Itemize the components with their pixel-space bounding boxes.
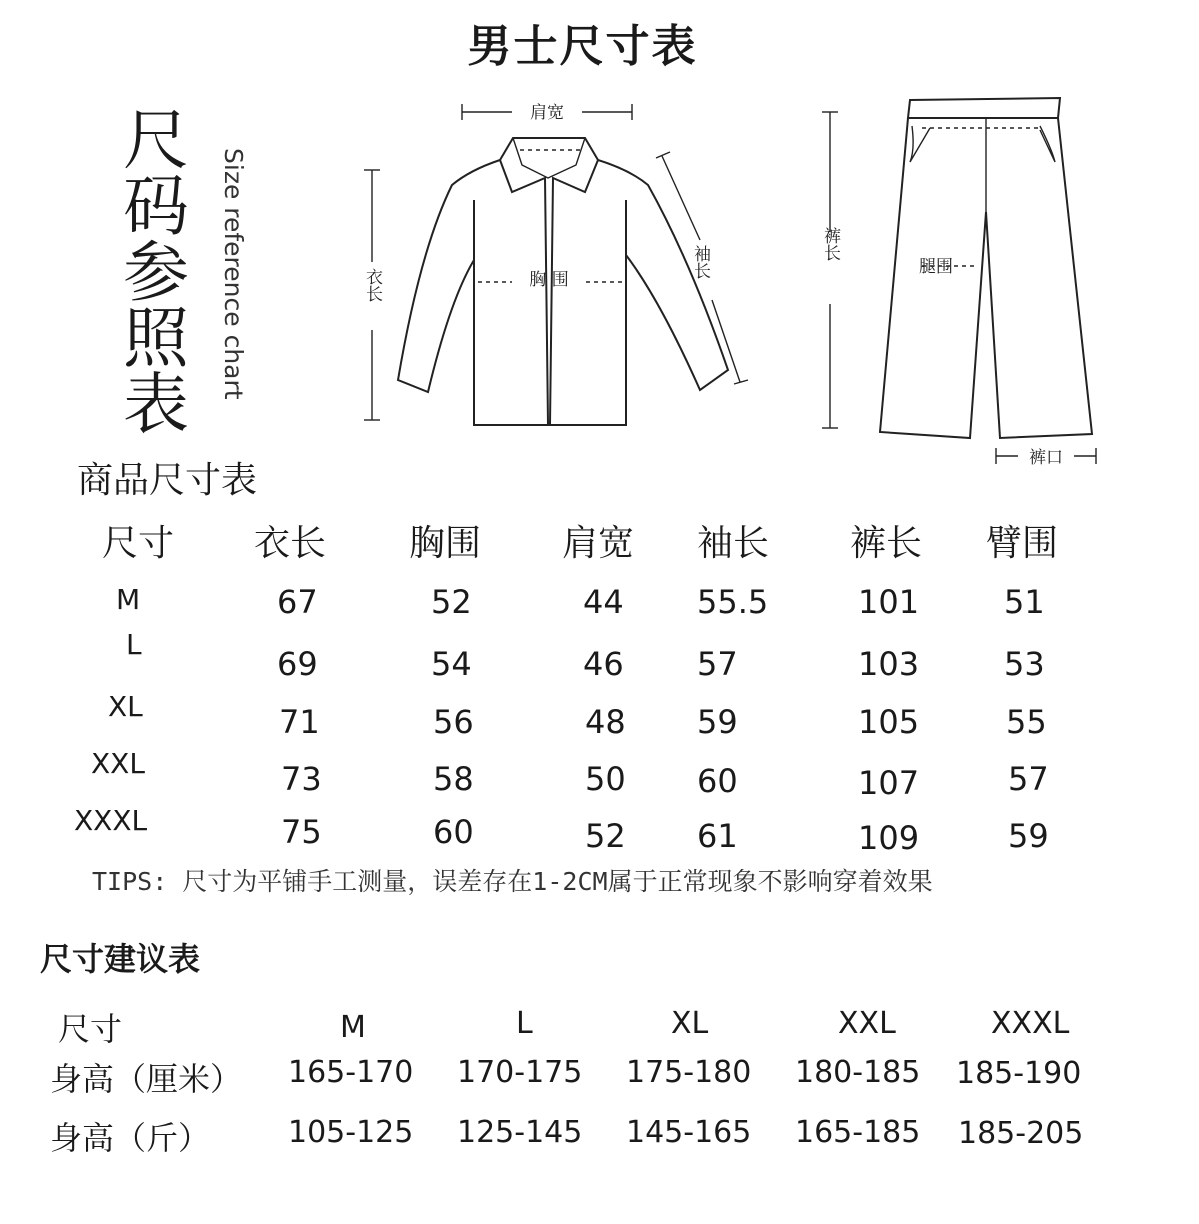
rec-cell: 105-125: [288, 1115, 414, 1150]
rec-cell: 180-185: [795, 1055, 921, 1090]
table-cell: 57: [1008, 760, 1049, 798]
table-cell: 73: [281, 760, 322, 798]
table-cell: 55: [1006, 703, 1047, 741]
table-cell: 50: [585, 760, 626, 798]
size-cell: L: [126, 628, 142, 661]
col-header-pants-length: 裤长: [850, 523, 923, 564]
table-cell: 101: [858, 583, 920, 621]
col-header-arm: 臂围: [986, 523, 1059, 564]
rec-size-header: XXXL: [991, 1006, 1070, 1041]
side-title-en: Size reference chart: [219, 148, 248, 400]
rec-cell: 165-185: [795, 1115, 921, 1150]
table-cell: 61: [697, 817, 738, 855]
size-cell: M: [116, 583, 141, 616]
rec-row-label: 身高（厘米）: [50, 1060, 243, 1098]
table-cell: 60: [433, 813, 474, 851]
side-title: 尺码参照表: [123, 102, 189, 443]
pants-outline: [880, 98, 1092, 438]
length-measure: [362, 170, 383, 420]
rec-cell: 175-180: [626, 1055, 752, 1090]
rec-cell: 185-205: [958, 1116, 1084, 1151]
table-cell: 107: [858, 764, 920, 802]
table-cell: 44: [583, 583, 624, 621]
rec-cell: 125-145: [457, 1115, 583, 1150]
table-cell: 69: [277, 645, 318, 683]
pants-length-measure: [820, 112, 841, 428]
table-cell: 75: [281, 813, 322, 851]
table-cell: 59: [697, 703, 738, 741]
table-cell: 57: [697, 645, 738, 683]
hem-measure: [996, 448, 1096, 468]
table-cell: 52: [585, 817, 626, 855]
table-cell: 109: [858, 819, 920, 857]
table-cell: 60: [697, 762, 738, 800]
table-cell: 48: [585, 703, 626, 741]
size-cell: XXXL: [74, 804, 148, 837]
page-title: 男士尺寸表: [467, 21, 698, 72]
table-cell: 59: [1008, 817, 1049, 855]
shoulder-label: 肩宽: [530, 103, 564, 123]
table-cell: 55.5: [697, 583, 769, 621]
product-table-title: 商品尺寸表: [77, 460, 258, 501]
table-cell: 103: [858, 645, 920, 683]
size-cell: XL: [108, 690, 143, 723]
hem-label: 裤口: [1029, 448, 1063, 468]
rec-size-header: M: [340, 1010, 366, 1045]
col-header-size: 尺寸: [102, 523, 175, 564]
recommend-table-title: 尺寸建议表: [40, 940, 201, 978]
table-cell: 46: [583, 645, 624, 683]
rec-cell: 170-175: [457, 1055, 583, 1090]
col-header-length: 衣长: [254, 523, 327, 564]
rec-row-label: 身高（斤）: [50, 1119, 211, 1157]
table-cell: 54: [431, 645, 472, 683]
col-header-sleeve: 袖长: [697, 523, 770, 564]
thigh-label: 腿围: [919, 257, 953, 277]
rec-cell: 145-165: [626, 1115, 752, 1150]
sleeve-label: 袖长: [690, 245, 710, 279]
table-cell: 105: [858, 703, 920, 741]
shoulder-measure: [462, 103, 632, 123]
rec-header-label: 尺寸: [58, 1010, 123, 1048]
jacket-outline: [398, 138, 728, 425]
size-cell: XXL: [91, 747, 145, 780]
table-cell: 56: [433, 703, 474, 741]
table-cell: 58: [433, 760, 474, 798]
col-header-chest: 胸围: [409, 523, 482, 564]
chest-label: 胸 围: [529, 270, 569, 290]
pants-length-label: 裤长: [820, 227, 840, 261]
table-cell: 71: [279, 703, 320, 741]
rec-size-header: XXL: [838, 1006, 896, 1041]
col-header-shoulder: 肩宽: [562, 523, 635, 564]
table-cell: 53: [1004, 645, 1045, 683]
table-cell: 52: [431, 583, 472, 621]
rec-size-header: L: [516, 1006, 533, 1041]
rec-size-header: XL: [671, 1006, 709, 1041]
rec-cell: 185-190: [956, 1056, 1082, 1091]
length-label: 衣长: [362, 268, 382, 302]
table-cell: 67: [277, 583, 318, 621]
sleeve-measure: [656, 152, 748, 384]
rec-cell: 165-170: [288, 1055, 414, 1090]
tips-note: TIPS: 尺寸为平铺手工测量，误差存在1-2CM属于正常现象不影响穿着效果: [92, 867, 933, 896]
table-cell: 51: [1004, 583, 1045, 621]
